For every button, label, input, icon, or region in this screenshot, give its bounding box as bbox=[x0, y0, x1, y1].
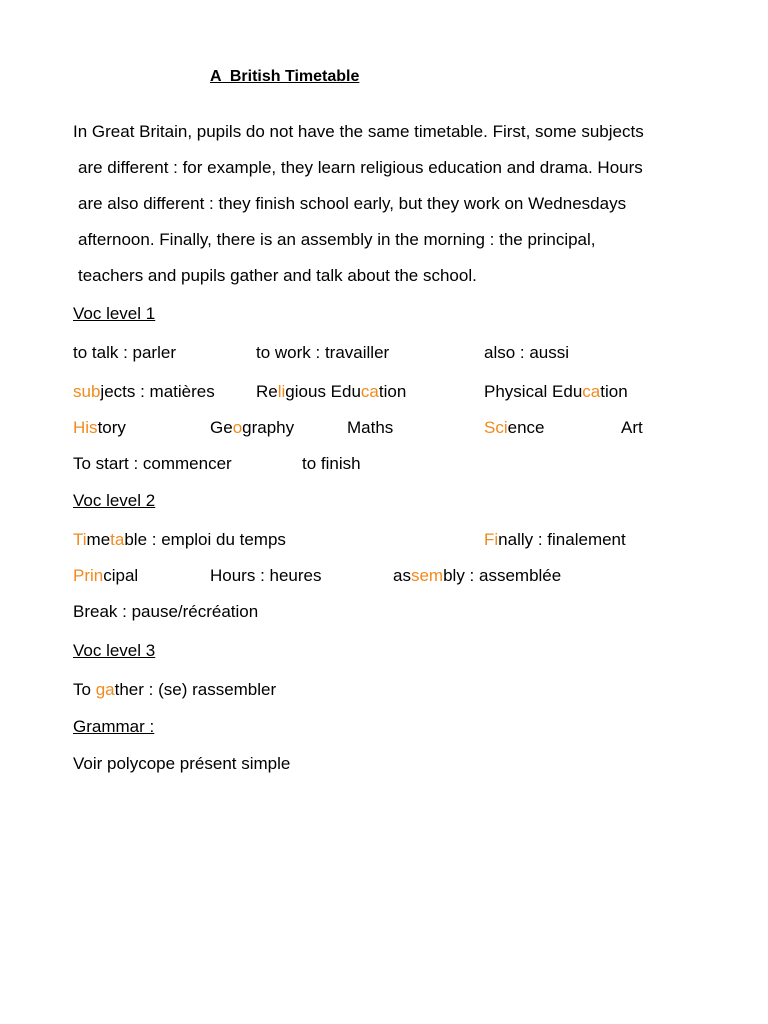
vocab-to-work: to work : travailler bbox=[256, 343, 390, 362]
vocab-geography: Geography bbox=[210, 418, 295, 437]
vocab-to-start: To start : commencer bbox=[73, 454, 232, 473]
vocab-religious-education: Religious Education bbox=[256, 382, 407, 401]
voc-level-1-heading: Voc level 1 bbox=[73, 304, 156, 323]
vocab-break: Break : pause/récréation bbox=[73, 602, 259, 621]
vocab-hours: Hours : heures bbox=[210, 566, 322, 585]
paragraph-line-3: are also different : they finish school early, but they work on Wednesdays bbox=[78, 194, 627, 213]
paragraph-line-5: teachers and pupils gather and talk about the school. bbox=[78, 266, 477, 285]
vocab-to-talk: to talk : parler bbox=[73, 343, 176, 362]
vocab-to-finish: to finish bbox=[302, 454, 361, 473]
paragraph-line-4: afternoon. Finally, there is an assembly in the morning : the principal, bbox=[78, 230, 596, 249]
vocab-finally: Finally : finalement bbox=[484, 530, 626, 549]
paragraph-line-2: are different : for example, they learn religious education and drama. Hours bbox=[78, 158, 643, 177]
vocab-also: also : aussi bbox=[484, 343, 570, 362]
voc-level-3-heading: Voc level 3 bbox=[73, 641, 156, 660]
voc-level-2-heading: Voc level 2 bbox=[73, 491, 156, 510]
vocab-assembly: assembly : assemblée bbox=[393, 566, 562, 585]
grammar-text: Voir polycope présent simple bbox=[73, 754, 291, 773]
vocab-history: History bbox=[73, 418, 126, 437]
paragraph-line-1: In Great Britain, pupils do not have the same timetable. First, some subjects bbox=[73, 122, 644, 141]
vocab-maths: Maths bbox=[347, 418, 394, 437]
vocab-science: Science bbox=[484, 418, 545, 437]
vocab-timetable: Timetable : emploi du temps bbox=[73, 530, 286, 549]
grammar-heading: Grammar : bbox=[73, 717, 155, 736]
vocab-to-gather: To gather : (se) rassembler bbox=[73, 680, 277, 699]
vocab-principal: Principal bbox=[73, 566, 139, 585]
vocab-art: Art bbox=[621, 418, 643, 437]
vocab-physical-education: Physical Education bbox=[484, 382, 628, 401]
vocab-subjects: subjects : matières bbox=[73, 382, 215, 401]
document-title: A British Timetable bbox=[210, 68, 360, 85]
